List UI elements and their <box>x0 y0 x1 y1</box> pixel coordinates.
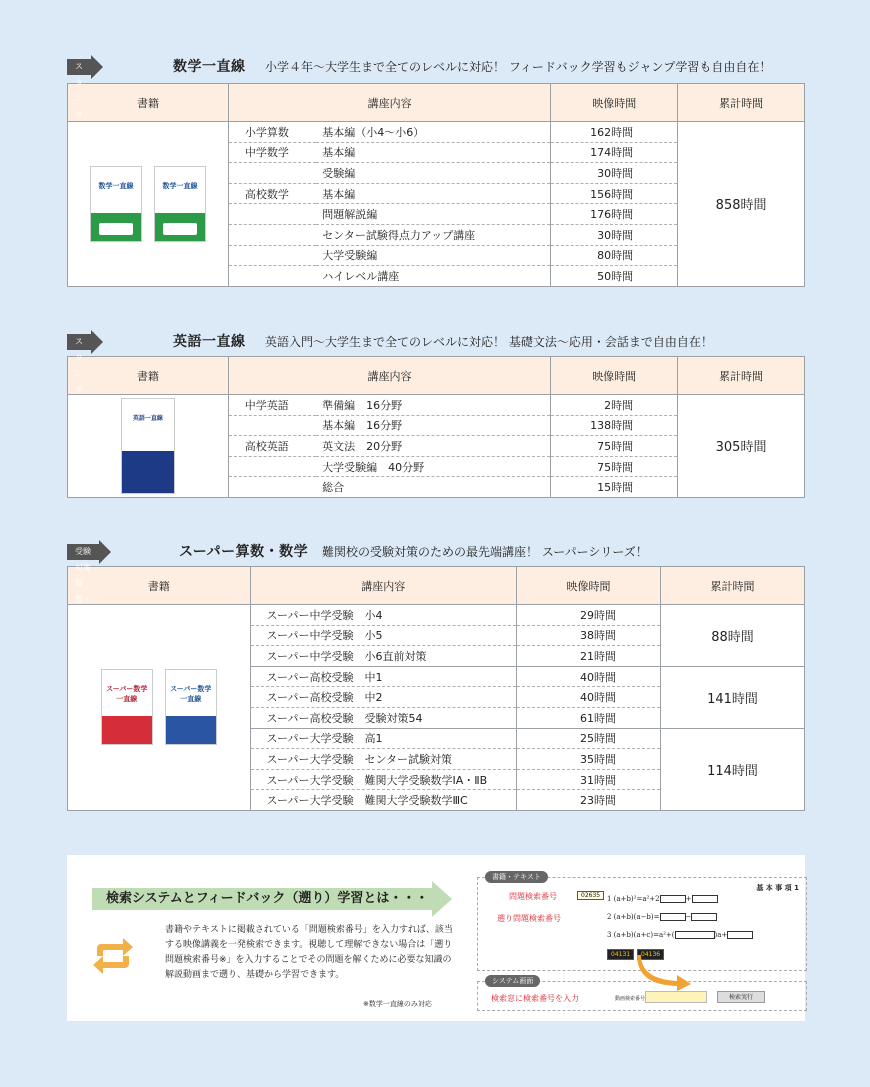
book-cover-super-1 <box>101 669 153 745</box>
math-description: 小学４年〜大学生まで全てのレベルに対応！ フィードバック学習もジャンプ学習も自由自在！ <box>265 60 772 74</box>
table-cell-category <box>228 456 316 477</box>
search-number-code: 02635 <box>577 891 604 900</box>
table-cell-time: 80時間 <box>551 245 678 266</box>
basic-items-heading: 基 本 事 項 1 <box>756 884 799 892</box>
table-cell-time: 2時間 <box>551 395 678 416</box>
english-tag: スタンダード英語 <box>67 334 93 350</box>
book-cover-english <box>121 398 175 494</box>
table-cell-time: 29時間 <box>517 605 661 626</box>
header-course: 講座内容 <box>250 567 516 605</box>
book-title: 英語一直線 <box>132 414 163 422</box>
formula-3: 3 (a+b)(a+c)=a²+( )a+ <box>607 931 753 939</box>
table-cell-course: 総合 <box>316 477 551 498</box>
table-cell-category <box>228 245 316 266</box>
book-title: スーパー数学一直線 <box>106 685 148 704</box>
super-section <box>67 540 805 811</box>
book-title: 数学一直線 <box>98 181 134 190</box>
math-title: 数学一直線 <box>173 59 246 75</box>
english-section <box>67 330 805 498</box>
english-description: 英語入門〜大学生まで全てのレベルに対応！ 基礎文法〜応用・会話まで自由自在！ <box>265 335 713 349</box>
header-total-time: 累計時間 <box>678 357 805 395</box>
super-total-university: 114時間 <box>660 728 804 810</box>
enter-search-number-label: 検索窓に検索番号を入力 <box>491 994 579 1003</box>
table-cell-course: 問題解説編 <box>316 204 551 225</box>
table-cell-course: スーパー高校受験 中1 <box>250 666 516 687</box>
english-title: 英語一直線 <box>173 334 246 350</box>
english-table <box>67 356 805 498</box>
video-search-field[interactable] <box>645 991 707 1003</box>
table-cell-category <box>228 415 316 436</box>
math-book-cell <box>68 122 229 287</box>
table-cell-course: スーパー大学受験 難関大学受験数学ⅠA・ⅡB <box>250 769 516 790</box>
table-cell-time: 61時間 <box>517 707 661 728</box>
header-course: 講座内容 <box>228 84 550 122</box>
table-cell-category <box>228 204 316 225</box>
math-tag: スタンダード数学 <box>67 59 93 75</box>
table-cell-course: ハイレベル講座 <box>316 266 551 287</box>
table-cell-time: 30時間 <box>551 224 678 245</box>
table-cell-category <box>228 163 316 184</box>
book-cover-super-2 <box>165 669 217 745</box>
header-course: 講座内容 <box>228 357 550 395</box>
formula-1: 1 (a+b)²=a²+2 + <box>607 895 718 903</box>
table-cell-course: スーパー中学受験 小4 <box>250 605 516 626</box>
table-cell-category <box>228 224 316 245</box>
header-video-time: 映像時間 <box>551 357 678 395</box>
table-cell-course: スーパー中学受験 小5 <box>250 625 516 646</box>
english-total: 305時間 <box>678 395 805 498</box>
table-cell-course: 大学受験編 <box>316 245 551 266</box>
super-book-cell <box>68 605 251 811</box>
header-video-time: 映像時間 <box>517 567 661 605</box>
math-section <box>67 55 805 287</box>
table-cell-course: スーパー大学受験 センター試験対策 <box>250 749 516 770</box>
super-description: 難関校の受験対策のための最先端講座！ スーパーシリーズ！ <box>322 545 648 559</box>
header-total-time: 累計時間 <box>678 84 805 122</box>
search-number-label: 問題検索番号 <box>509 892 557 901</box>
table-cell-time: 40時間 <box>517 687 661 708</box>
table-cell-category <box>228 477 316 498</box>
search-system-info-panel <box>67 855 805 1021</box>
table-cell-course: 受験編 <box>316 163 551 184</box>
english-book-cell <box>68 395 229 498</box>
super-total-high: 141時間 <box>660 666 804 728</box>
table-cell-time: 75時間 <box>551 456 678 477</box>
table-cell-category: 小学算数 <box>228 122 316 143</box>
table-cell-course: スーパー高校受験 受験対策54 <box>250 707 516 728</box>
table-cell-time: 15時間 <box>551 477 678 498</box>
info-description: 書籍やテキストに掲載されている「問題検索番号」を入力すれば、該当する映像講義を一発検索できます。視聴して理解できない場合は「遡り問題検索番号※」を入力することでその問題を解くために必要な知識の解説動画まで遡り、基礎から学習できます。 <box>165 925 453 980</box>
cycle-icon <box>91 934 135 978</box>
table-cell-time: 21時間 <box>517 646 661 667</box>
table-cell-course: 英文法 20分野 <box>316 436 551 457</box>
table-cell-category <box>228 266 316 287</box>
formula-2: 2 (a+b)(a−b)= − <box>607 913 717 921</box>
table-cell-course: 準備編 16分野 <box>316 395 551 416</box>
back-code-2: 04136 <box>637 949 664 960</box>
table-cell-time: 30時間 <box>551 163 678 184</box>
table-cell-course: スーパー高校受験 中2 <box>250 687 516 708</box>
book-title: 数学一直線 <box>162 181 198 190</box>
math-total: 858時間 <box>678 122 805 287</box>
super-table <box>67 566 805 811</box>
header-book: 書籍 <box>68 357 229 395</box>
video-search-field-label: 動画検索番号 <box>615 996 646 1002</box>
super-total-junior: 88時間 <box>660 605 804 667</box>
table-cell-time: 31時間 <box>517 769 661 790</box>
textbook-pill: 書籍・テキスト <box>485 871 548 883</box>
table-cell-time: 35時間 <box>517 749 661 770</box>
math-table <box>67 83 805 287</box>
search-execute-button[interactable]: 検索実行 <box>717 991 765 1003</box>
book-cover-math-2 <box>154 166 206 242</box>
table-cell-time: 75時間 <box>551 436 678 457</box>
table-cell-time: 25時間 <box>517 728 661 749</box>
back-search-number-label: 遡り問題検索番号 <box>497 914 561 923</box>
header-total-time: 累計時間 <box>660 567 804 605</box>
header-book: 書籍 <box>68 84 229 122</box>
table-cell-category: 中学数学 <box>228 142 316 163</box>
header-video-time: 映像時間 <box>551 84 678 122</box>
table-cell-category: 高校数学 <box>228 183 316 204</box>
table-cell-course: スーパー大学受験 難関大学受験数学ⅢC <box>250 790 516 811</box>
header-book: 書籍 <box>68 567 251 605</box>
table-cell-time: 50時間 <box>551 266 678 287</box>
table-cell-time: 174時間 <box>551 142 678 163</box>
info-banner: 検索システムとフィードバック（遡り）学習とは・・・ <box>92 888 432 910</box>
table-cell-course: 大学受験編 40分野 <box>316 456 551 477</box>
book-title: スーパー数学一直線 <box>170 685 212 704</box>
table-cell-course: スーパー大学受験 高1 <box>250 728 516 749</box>
super-tag: 受験対策算数・数学 <box>67 544 101 560</box>
table-cell-category: 高校英語 <box>228 436 316 457</box>
table-cell-course: センター試験得点力アップ講座 <box>316 224 551 245</box>
table-cell-time: 38時間 <box>517 625 661 646</box>
system-screen-pill: システム画面 <box>485 975 540 987</box>
back-code-1: 04131 <box>607 949 634 960</box>
table-cell-category: 中学英語 <box>228 395 316 416</box>
table-cell-course: 基本編 <box>316 183 551 204</box>
table-cell-time: 176時間 <box>551 204 678 225</box>
info-note: ※数学一直線のみ対応 <box>363 1000 432 1008</box>
book-cover-math-1 <box>90 166 142 242</box>
table-cell-course: スーパー中学受験 小6直前対策 <box>250 646 516 667</box>
super-title: スーパー算数・数学 <box>179 544 309 560</box>
table-cell-course: 基本編 <box>316 142 551 163</box>
table-cell-time: 40時間 <box>517 666 661 687</box>
table-cell-course: 基本編 16分野 <box>316 415 551 436</box>
table-cell-time: 138時間 <box>551 415 678 436</box>
table-cell-time: 156時間 <box>551 183 678 204</box>
search-diagram <box>477 869 807 1009</box>
table-cell-course: 基本編（小4〜小6） <box>316 122 551 143</box>
table-cell-time: 23時間 <box>517 790 661 811</box>
table-cell-time: 162時間 <box>551 122 678 143</box>
